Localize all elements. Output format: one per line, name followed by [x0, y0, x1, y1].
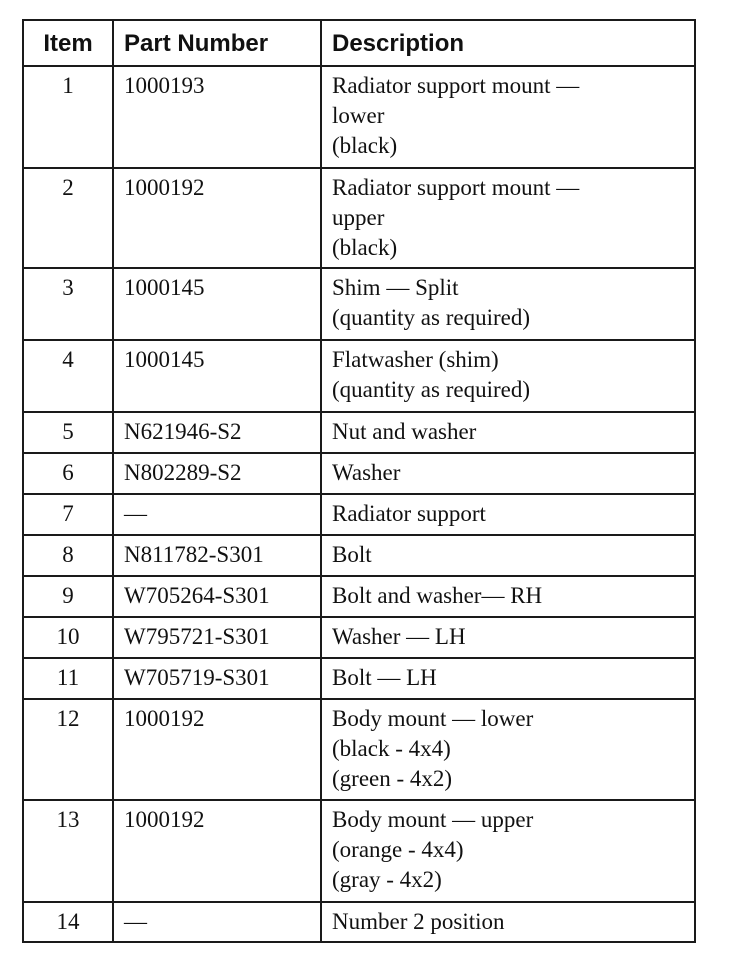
table-row — [23, 658, 695, 699]
part-number-cell: — — [113, 902, 321, 942]
item-number-cell: 3 — [23, 268, 113, 340]
table-row — [23, 340, 695, 412]
description-line: Radiator support mount — — [332, 73, 580, 98]
header-part-number: Part Number — [113, 20, 321, 66]
part-number-cell: 1000192 — [113, 168, 321, 268]
item-number-cell: 2 — [23, 168, 113, 268]
description-cell — [321, 617, 695, 658]
header-item: Item — [23, 20, 113, 66]
description-line: Flatwasher (shim) — [332, 347, 499, 372]
description-line: Body mount — lower — [332, 706, 534, 731]
part-number-cell: W795721-S301 — [113, 617, 321, 658]
table-row — [23, 494, 695, 535]
table-row — [23, 617, 695, 658]
item-number-cell: 1 — [23, 66, 113, 168]
item-number-cell: 14 — [23, 902, 113, 942]
part-number-cell: 1000192 — [113, 800, 321, 902]
description-line: (orange - 4x4) — [332, 837, 464, 862]
description-cell — [321, 800, 695, 902]
item-number-cell: 7 — [23, 494, 113, 535]
part-number-cell: N621946-S2 — [113, 412, 321, 453]
table-row — [23, 576, 695, 617]
description-line: Body mount — upper — [332, 807, 534, 832]
table-row — [23, 800, 695, 902]
description-line: (green - 4x2) — [332, 766, 453, 791]
description-cell — [321, 268, 695, 340]
description-line: Washer — [332, 460, 401, 485]
table-body — [23, 66, 695, 942]
description-line: Washer — LH — [332, 624, 466, 649]
part-number-cell: 1000145 — [113, 268, 321, 340]
item-number-cell: 11 — [23, 658, 113, 699]
item-number-cell: 12 — [23, 699, 113, 800]
description-line: (gray - 4x2) — [332, 867, 442, 892]
part-number-cell: W705264-S301 — [113, 576, 321, 617]
description-line: (quantity as required) — [332, 377, 530, 402]
description-line: Bolt — LH — [332, 665, 437, 690]
part-number-cell: 1000193 — [113, 66, 321, 168]
description-line: (black - 4x4) — [332, 736, 451, 761]
table-row — [23, 168, 695, 268]
description-cell — [321, 576, 695, 617]
description-line: Radiator support — [332, 501, 486, 526]
part-number-cell: — — [113, 494, 321, 535]
description-line: (black) — [332, 235, 398, 260]
table-row — [23, 66, 695, 168]
item-number-cell: 10 — [23, 617, 113, 658]
description-line: (black) — [332, 133, 398, 158]
description-cell — [321, 902, 695, 942]
description-line: lower — [332, 103, 385, 128]
description-cell — [321, 66, 695, 168]
description-cell — [321, 412, 695, 453]
table-row — [23, 412, 695, 453]
part-number-cell: N811782-S301 — [113, 535, 321, 576]
item-number-cell: 13 — [23, 800, 113, 902]
part-number-cell: 1000145 — [113, 340, 321, 412]
description-cell — [321, 340, 695, 412]
item-number-cell: 6 — [23, 453, 113, 494]
description-cell — [321, 453, 695, 494]
header-row — [23, 20, 695, 66]
item-number-cell: 9 — [23, 576, 113, 617]
part-number-cell: W705719-S301 — [113, 658, 321, 699]
description-line: Nut and washer — [332, 419, 477, 444]
item-number-cell: 5 — [23, 412, 113, 453]
description-cell — [321, 168, 695, 268]
description-cell — [321, 494, 695, 535]
table-row — [23, 453, 695, 494]
item-number-cell: 4 — [23, 340, 113, 412]
table-row — [23, 902, 695, 942]
description-line: upper — [332, 205, 385, 230]
description-line: Shim — Split — [332, 275, 459, 300]
description-line: Bolt and washer— RH — [332, 583, 543, 608]
parts-table — [22, 19, 696, 943]
description-line: Number 2 position — [332, 909, 505, 934]
table-row — [23, 699, 695, 800]
table-row — [23, 268, 695, 340]
header-description: Description — [321, 20, 695, 66]
description-line: Bolt — [332, 542, 372, 567]
part-number-cell: N802289-S2 — [113, 453, 321, 494]
description-cell — [321, 535, 695, 576]
description-cell — [321, 658, 695, 699]
item-number-cell: 8 — [23, 535, 113, 576]
part-number-cell: 1000192 — [113, 699, 321, 800]
description-line: Radiator support mount — — [332, 175, 580, 200]
description-line: (quantity as required) — [332, 305, 530, 330]
description-cell — [321, 699, 695, 800]
table-row — [23, 535, 695, 576]
